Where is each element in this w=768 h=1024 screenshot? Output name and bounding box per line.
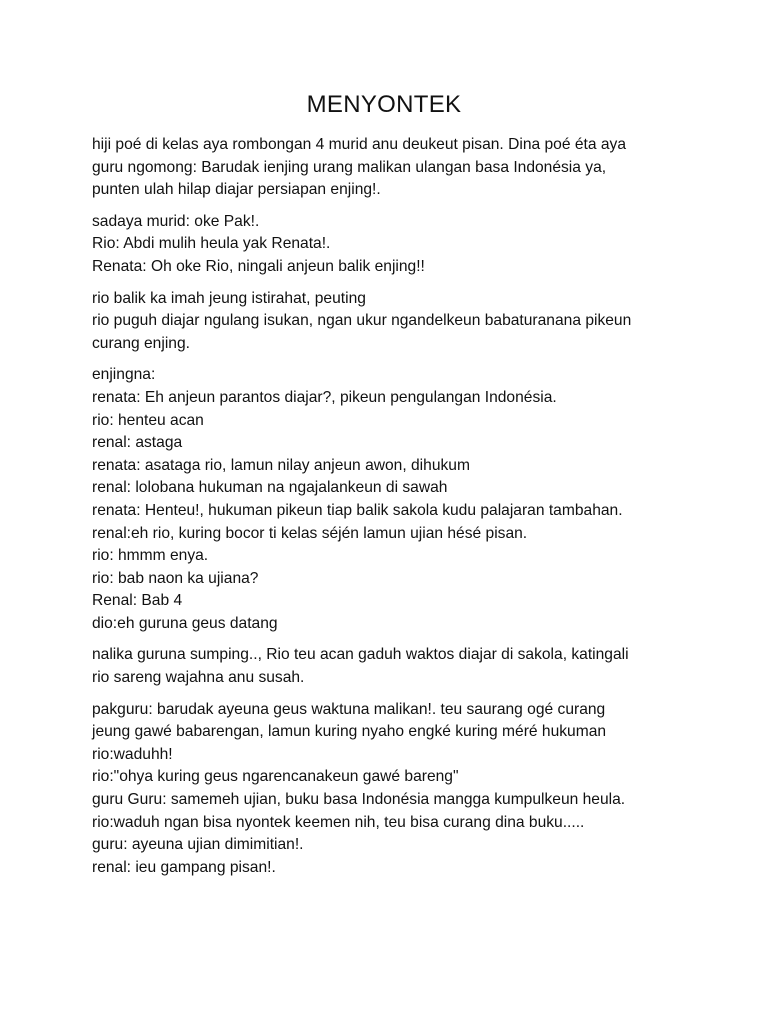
text-line: renal: ieu gampang pisan!. — [92, 858, 276, 876]
text-line: rio:"ohya kuring geus ngarencanakeun gawé bareng" — [92, 768, 459, 786]
text-line: guru ngomong: Barudak ienjing urang malikan ulangan basa Indonésia ya, — [92, 158, 607, 176]
text-line: sadaya murid: oke Pak!. — [92, 212, 260, 230]
text-line: rio:waduh ngan bisa nyontek keemen nih, teu bisa curang dina buku..... — [92, 813, 585, 831]
text-line: hiji poé di kelas aya rombongan 4 murid anu deukeut pisan. Dina poé éta aya — [92, 136, 627, 153]
paragraph — [92, 134, 692, 202]
paragraph — [92, 288, 692, 356]
text-line: curang enjing. — [92, 334, 190, 352]
text-line: guru Guru: samemeh ujian, buku basa Indonésia mangga kumpulkeun heula. — [92, 791, 626, 809]
text-line: Rio: Abdi mulih heula yak Renata!. — [92, 235, 331, 253]
paragraph — [92, 364, 692, 635]
text-line: rio puguh diajar ngulang isukan, ngan ukur ngandelkeun babaturanana pikeun — [92, 312, 632, 330]
document-title: MENYONTEK — [306, 91, 462, 118]
text-line: rio: bab naon ka ujiana? — [92, 569, 259, 587]
text-line: guru: ayeuna ujian dimimitian!. — [92, 836, 304, 854]
text-line: renata: Henteu!, hukuman pikeun tiap balik sakola kudu palajaran tambahan. — [92, 501, 623, 519]
text-line: nalika guruna sumping.., Rio teu acan gaduh waktos diajar di sakola, katingali — [92, 646, 629, 664]
text-line: jeung gawé babarengan, lamun kuring nyaho engké kuring méré hukuman — [92, 723, 607, 741]
text-line: renal:eh rio, kuring bocor ti kelas séjén lamun ujian hésé pisan. — [92, 524, 528, 542]
text-line: punten ulah hilap diajar persiapan enjing!. — [92, 181, 381, 199]
text-line: rio:waduhh! — [92, 745, 173, 763]
text-line: Renata: Oh oke Rio, ningali anjeun balik enjing!! — [92, 257, 425, 275]
text-line: rio: hmmm enya. — [92, 547, 209, 565]
text-line: rio balik ka imah jeung istirahat, peuting — [92, 289, 366, 307]
paragraph — [92, 644, 692, 689]
paragraph — [92, 699, 692, 880]
text-line: renata: Eh anjeun parantos diajar?, pikeun pengulangan Indonésia. — [92, 388, 557, 406]
text-line: renata: asataga rio, lamun nilay anjeun awon, dihukum — [92, 456, 470, 474]
document-body — [92, 134, 692, 888]
text-line: Renal: Bab 4 — [92, 592, 183, 610]
text-line: rio sareng wajahna anu susah. — [92, 669, 305, 687]
text-line: renal: astaga — [92, 434, 183, 452]
text-line: renal: lolobana hukuman na ngajalankeun di sawah — [92, 479, 448, 497]
text-line: dio:eh guruna geus datang — [92, 614, 278, 632]
text-line: pakguru: barudak ayeuna geus waktuna malikan!. teu saurang ogé curang — [92, 700, 606, 718]
text-line: rio: henteu acan — [92, 411, 204, 429]
text-line: enjingna: — [92, 366, 156, 384]
paragraph — [92, 211, 692, 279]
